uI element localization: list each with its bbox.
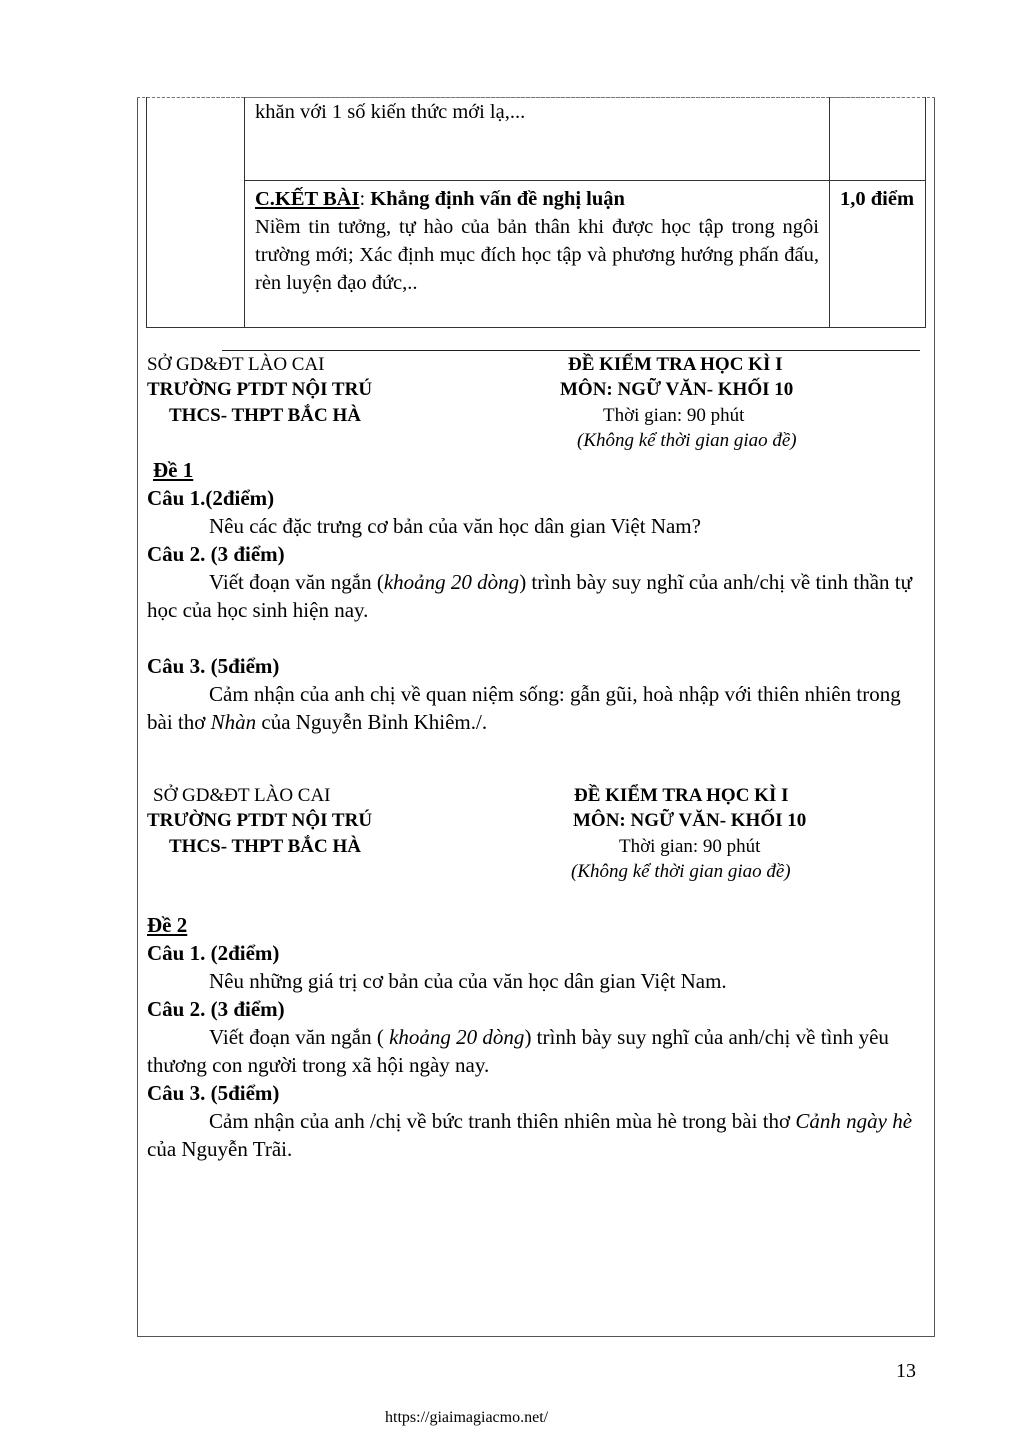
exam2-q2-head: Câu 2. (3 điểm): [147, 997, 285, 1021]
exam2-q1-head: Câu 1. (2điểm): [147, 941, 280, 965]
text-part: của Nguyễn Bỉnh Khiêm./.: [256, 710, 488, 734]
rubric-row2-heading: [255, 185, 819, 213]
exam1-q3-text: [147, 680, 917, 736]
exam2-q1-text: Nêu những giá trị cơ bản của của văn học dân gian Việt Nam.: [209, 969, 727, 993]
exam1-q3-head: Câu 3. (5điểm): [147, 654, 280, 678]
heading-part: :: [359, 188, 371, 210]
exam2-subject: MÔN: NGỮ VĂN- KHỐI 10: [573, 810, 807, 831]
text-part: Viết đoạn văn ngắn (: [209, 1025, 390, 1049]
rubric-cell-content: [245, 98, 830, 181]
exam2-title: ĐỀ KIỂM TRA HỌC KÌ I: [574, 785, 789, 806]
text-part: ) trình bày suy nghĩ của anh/chị về tình yêu thương con người trong xã hội ngày nay.: [147, 1025, 889, 1077]
exam2-q3-text: [147, 1107, 917, 1163]
page-number: 13: [896, 1360, 916, 1382]
exam1-school2: THCS- THPT BẮC HÀ: [169, 405, 361, 426]
exam2-school1: TRƯỜNG PTDT NỘI TRÚ: [147, 810, 373, 831]
heading-part: C.KẾT BÀI: [255, 188, 360, 210]
exam1-q2-text: [147, 568, 917, 624]
exam1-subject: MÔN: NGỮ VĂN- KHỐI 10: [560, 379, 794, 400]
text-part: khoảng 20 dòng: [389, 1025, 525, 1049]
exam1-note: (Không kể thời gian giao đề): [577, 430, 797, 451]
exam2-dept: SỞ GD&ĐT LÀO CAI: [153, 785, 331, 806]
heading-part: Khẳng định vấn đề nghị luận: [370, 188, 625, 210]
exam1-school1: TRƯỜNG PTDT NỘI TRÚ: [147, 379, 373, 400]
rubric-row: [147, 181, 926, 328]
text-part: ) trình bày suy nghĩ của anh/chị về tinh thần tự học của học sinh hiện nay.: [147, 570, 912, 622]
exam2-q3-head: Câu 3. (5điểm): [147, 1081, 280, 1105]
text-part: Viết đoạn văn ngắn (: [209, 570, 384, 594]
text-part: Cảm nhận của anh chị về quan niệm sống: gẫn gũi, hoà nhập với thiên nhiên trong bài thơ: [147, 682, 901, 734]
exam2-time: Thời gian: 90 phút: [619, 836, 761, 857]
footer-url[interactable]: https://giaimagiacmo.net/: [385, 1409, 549, 1426]
exam1-time: Thời gian: 90 phút: [603, 405, 745, 426]
rubric-table: [146, 97, 926, 328]
rubric-cell-empty: [147, 98, 245, 328]
exam1-dept: SỞ GD&ĐT LÀO CAI: [147, 354, 325, 375]
rubric-row: [147, 98, 926, 181]
text-part: Nhàn: [210, 710, 257, 734]
exam1-title: ĐỀ KIỂM TRA HỌC KÌ I: [568, 354, 783, 375]
text-part: Cảm nhận của anh /chị về bức tranh thiên nhiên mùa hè trong bài thơ: [209, 1109, 796, 1133]
exam2-note: (Không kể thời gian giao đề): [571, 861, 791, 882]
rubric-row2-text: Niềm tin tưởng, tự hào của bản thân khi được học tập trong ngôi trường mới; Xác định mục đích học tập và phương hướng phấn đấu, rèn luyện đạo đức,..: [255, 216, 819, 294]
rubric-row1-text: khăn với 1 số kiến thức mới lạ,...: [255, 101, 526, 123]
exam1-q2-head: Câu 2. (3 điểm): [147, 542, 285, 566]
separator-line: [222, 350, 920, 351]
exam2-de: Đề 2: [147, 913, 188, 937]
text-part: của Nguyễn Trãi.: [147, 1137, 293, 1161]
text-part: Cảnh ngày hè: [795, 1109, 913, 1133]
rubric-cell-score: [830, 98, 926, 181]
exam1-de: Đề 1: [153, 458, 194, 482]
exam1-q1-text: Nêu các đặc trưng cơ bản của văn học dân gian Việt Nam?: [209, 514, 701, 538]
exam2-q2-text: [147, 1023, 917, 1079]
exam1-body: [147, 456, 917, 736]
rubric-cell-content: [245, 181, 830, 328]
text-part: khoảng 20 dòng: [383, 570, 520, 594]
exam1-q1-head: Câu 1.(2điểm): [147, 486, 275, 510]
exam2-body: [147, 911, 917, 1163]
exam2-school2: THCS- THPT BẮC HÀ: [169, 836, 361, 857]
rubric-cell-score: [830, 181, 926, 328]
rubric-row2-score: 1,0 điểm: [840, 188, 915, 210]
